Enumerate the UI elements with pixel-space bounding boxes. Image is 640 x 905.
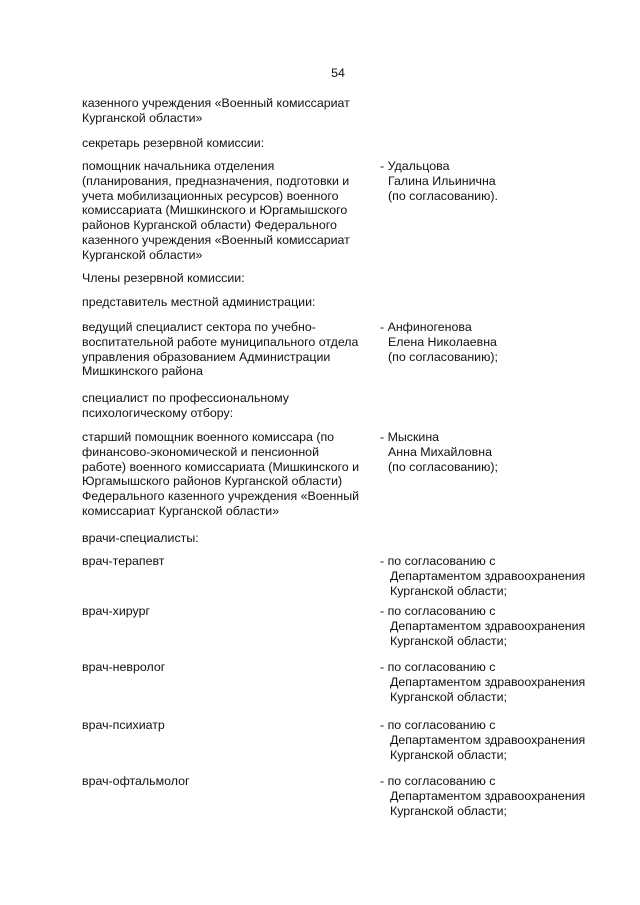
note-line: Курганской области; — [390, 633, 507, 648]
text-line: казенного учреждения «Военный комиссариат — [82, 96, 350, 110]
doctor-title — [82, 774, 372, 789]
text-line: учета мобилизационных ресурсов) военного — [82, 188, 339, 203]
person-note: (по согласованию); — [388, 459, 498, 474]
person-name: Анна Михайловна — [388, 444, 492, 459]
text-line: финансово-экономической и пенсионной — [82, 444, 319, 459]
note-line: Департаментом здравоохранения — [390, 618, 586, 633]
person-surname: - Анфиногенова — [380, 320, 472, 334]
heading-line: секретарь резервной комиссии: — [82, 136, 265, 150]
person-name: Галина Ильинична — [388, 173, 496, 188]
text-line: Курганской области» — [82, 247, 203, 262]
doctor-title — [82, 554, 372, 569]
doctor-title-text: врач-невролог — [82, 660, 166, 674]
note-line: Департаментом здравоохранения — [390, 788, 586, 803]
members-heading — [82, 271, 372, 286]
person-note: (по согласованию); — [388, 349, 498, 364]
text-line: Федерального казенного учреждения «Военный — [82, 489, 360, 504]
psych-heading — [82, 391, 372, 421]
note-line: - по согласованию с — [380, 660, 496, 674]
note-line: Курганской области; — [390, 689, 507, 704]
note-line: - по согласованию с — [380, 718, 496, 732]
note-line: Курганской области; — [390, 803, 507, 818]
doctor-title — [82, 718, 372, 733]
doctor-note — [380, 604, 620, 648]
secretary-person — [380, 159, 620, 203]
doctor-title — [82, 660, 372, 675]
heading-line: специалист по профессиональному — [82, 391, 289, 405]
note-line: - по согласованию с — [380, 604, 496, 618]
text-line: ведущий специалист сектора по учебно- — [82, 320, 316, 334]
note-line: Курганской области; — [390, 747, 507, 762]
text-line: Юргамышского районов Курганской области) — [82, 474, 343, 489]
psych-rep-position — [82, 430, 372, 519]
person-surname: - Удальцова — [380, 159, 450, 173]
note-line: - по согласованию с — [380, 774, 496, 788]
text-line: (планирования, предназначения, подготовки и — [82, 173, 350, 188]
note-line: Курганской области; — [390, 583, 507, 598]
person-surname: - Мыскина — [380, 430, 440, 444]
text-line: комиссариат Курганской области» — [82, 503, 280, 518]
local-admin-heading — [82, 295, 372, 310]
doctor-title-text: врач-психиатр — [82, 718, 165, 732]
education-rep-person — [380, 320, 620, 364]
text-line: старший помощник военного комиссара (по — [82, 430, 335, 444]
note-line: - по согласованию с — [380, 554, 496, 568]
note-line: Департаментом здравоохранения — [390, 674, 586, 689]
doctor-title-text: врач-офтальмолог — [82, 774, 190, 788]
text-line: работе) военного комиссариата (Мишкинского и — [82, 459, 359, 474]
text-line: казенного учреждения «Военный комиссариат — [82, 232, 350, 247]
doctor-title-text: врач-терапевт — [82, 554, 165, 568]
heading-line: представитель местной администрации: — [82, 295, 316, 309]
note-line: Департаментом здравоохранения — [390, 732, 586, 747]
text-line: управления образованием Администрации — [82, 349, 331, 364]
page-number: 54 — [331, 66, 345, 80]
text-line: Курганской области» — [82, 110, 203, 125]
text-line: Мишкинского района — [82, 364, 203, 379]
psych-rep-person — [380, 430, 620, 474]
text-line: районов Курганской области) Федерального — [82, 218, 337, 233]
text-line: помощник начальника отделения — [82, 159, 275, 173]
person-note: (по согласованию). — [388, 188, 498, 203]
doctor-title-text: врач-хирург — [82, 604, 151, 618]
intro-text — [82, 96, 372, 126]
secretary-position — [82, 159, 372, 263]
person-name: Елена Николаевна — [388, 334, 497, 349]
doctor-note — [380, 718, 620, 762]
doctor-title — [82, 604, 372, 619]
education-rep-position — [82, 320, 372, 379]
note-line: Департаментом здравоохранения — [390, 568, 586, 583]
heading-line: Члены резервной комиссии: — [82, 271, 245, 285]
heading-line: психологическому отбору: — [82, 405, 234, 420]
doctor-note — [380, 774, 620, 818]
doctors-heading — [82, 531, 372, 546]
heading-line: врачи-специалисты: — [82, 531, 199, 545]
text-line: комиссариата (Мишкинского и Юргамышского — [82, 203, 348, 218]
doctor-note — [380, 554, 620, 598]
secretary-heading — [82, 136, 372, 151]
doctor-note — [380, 660, 620, 704]
text-line: воспитательной работе муниципального отдела — [82, 334, 359, 349]
